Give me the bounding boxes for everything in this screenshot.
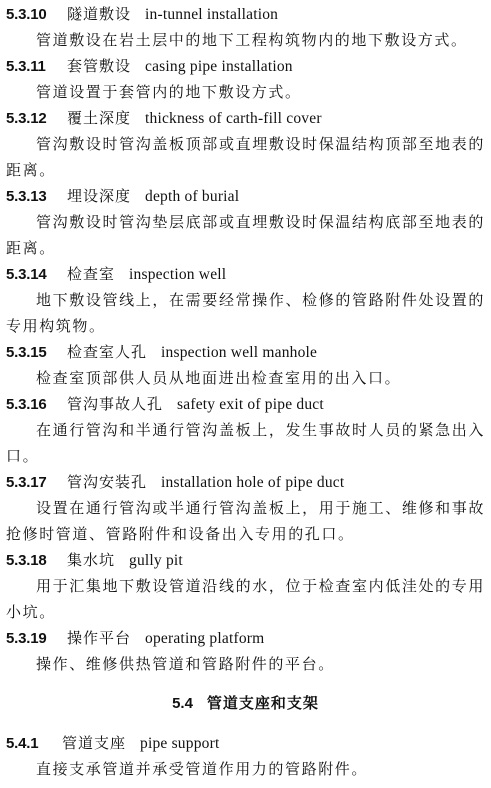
term-definition: 设置在通行管沟或半通行管沟盖板上，用于施工、维修和事故抢修时管道、管路附件和设备出入专用的孔口。 — [6, 499, 485, 543]
term-heading — [6, 105, 485, 131]
clause-number: 5.3.18 — [6, 552, 47, 569]
term-chinese: 套管敷设 — [67, 57, 132, 75]
clause-number: 5.3.11 — [6, 58, 46, 75]
term-chinese: 集水坑 — [67, 551, 116, 569]
term-definition: 操作、维修供热管道和管路附件的平台。 — [36, 655, 335, 673]
term-chinese: 覆土深度 — [67, 109, 132, 127]
term-heading — [6, 53, 485, 79]
term-definition: 检查室顶部供人员从地面进出检查室用的出入口。 — [36, 369, 402, 387]
term-heading — [6, 339, 485, 365]
term-entry — [6, 391, 485, 469]
term-heading — [6, 730, 485, 756]
term-definition: 直接支承管道并承受管道作用力的管路附件。 — [36, 760, 369, 778]
term-heading — [6, 547, 485, 573]
clause-number: 5.3.14 — [6, 266, 47, 283]
term-entry — [6, 339, 485, 391]
term-entry — [6, 1, 485, 53]
term-heading — [6, 391, 485, 417]
term-english: operating platform — [145, 630, 265, 647]
term-chinese: 隧道敷设 — [67, 5, 132, 23]
term-english: installation hole of pipe duct — [161, 474, 345, 491]
term-entry — [6, 469, 485, 547]
term-english: inspection well manhole — [161, 344, 318, 361]
term-entry — [6, 730, 485, 782]
term-entry — [6, 105, 485, 183]
term-definition: 在通行管沟和半通行管沟盖板上，发生事故时人员的紧急出入口。 — [6, 421, 485, 465]
term-english: depth of burial — [145, 188, 240, 205]
term-english: casing pipe installation — [145, 58, 293, 75]
term-chinese: 检查室 — [67, 265, 116, 283]
term-definition: 管沟敷设时管沟垫层底部或直埋敷设时保温结构底部至地表的距离。 — [6, 213, 485, 257]
term-entry — [6, 183, 485, 261]
term-english: in-tunnel installation — [145, 6, 279, 23]
term-definition: 用于汇集地下敷设管道沿线的水，位于检查室内低洼处的专用小坑。 — [6, 577, 485, 621]
term-chinese: 检查室人孔 — [67, 343, 148, 361]
term-chinese: 埋设深度 — [67, 187, 132, 205]
term-chinese: 管沟事故人孔 — [67, 395, 164, 413]
clause-number: 5.3.13 — [6, 188, 47, 205]
clause-number: 5.3.10 — [6, 6, 47, 23]
term-definition: 管道设置于套管内的地下敷设方式。 — [36, 83, 302, 101]
section-title: 管道支座和支架 — [206, 694, 319, 712]
term-english: safety exit of pipe duct — [177, 396, 324, 413]
term-entry — [6, 53, 485, 105]
clause-number: 5.3.15 — [6, 344, 47, 361]
term-english: gully pit — [129, 552, 183, 569]
term-entry — [6, 625, 485, 677]
term-entry — [6, 547, 485, 625]
term-heading — [6, 261, 485, 287]
term-chinese: 管沟安装孔 — [67, 473, 148, 491]
term-heading — [6, 183, 485, 209]
clause-number: 5.3.19 — [6, 630, 47, 647]
term-heading — [6, 1, 485, 27]
term-english: inspection well — [129, 266, 227, 283]
section-number: 5.4 — [172, 695, 193, 712]
section-heading — [6, 690, 485, 717]
clause-number: 5.4.1 — [6, 735, 39, 752]
term-english: pipe support — [140, 735, 220, 752]
clause-number: 5.3.12 — [6, 110, 47, 127]
term-chinese: 操作平台 — [67, 629, 132, 647]
term-entry — [6, 261, 485, 339]
term-definition: 管沟敷设时管沟盖板顶部或直埋敷设时保温结构顶部至地表的距离。 — [6, 135, 485, 179]
term-heading — [6, 625, 485, 651]
clause-number: 5.3.16 — [6, 396, 47, 413]
term-definition: 地下敷设管线上，在需要经常操作、检修的管路附件处设置的专用构筑物。 — [6, 291, 485, 335]
clause-number: 5.3.17 — [6, 474, 47, 491]
term-definition: 管道敷设在岩土层中的地下工程构筑物内的地下敷设方式。 — [36, 31, 468, 49]
term-heading — [6, 469, 485, 495]
term-english: thickness of carth-fill cover — [145, 110, 322, 127]
term-chinese: 管道支座 — [62, 734, 127, 752]
